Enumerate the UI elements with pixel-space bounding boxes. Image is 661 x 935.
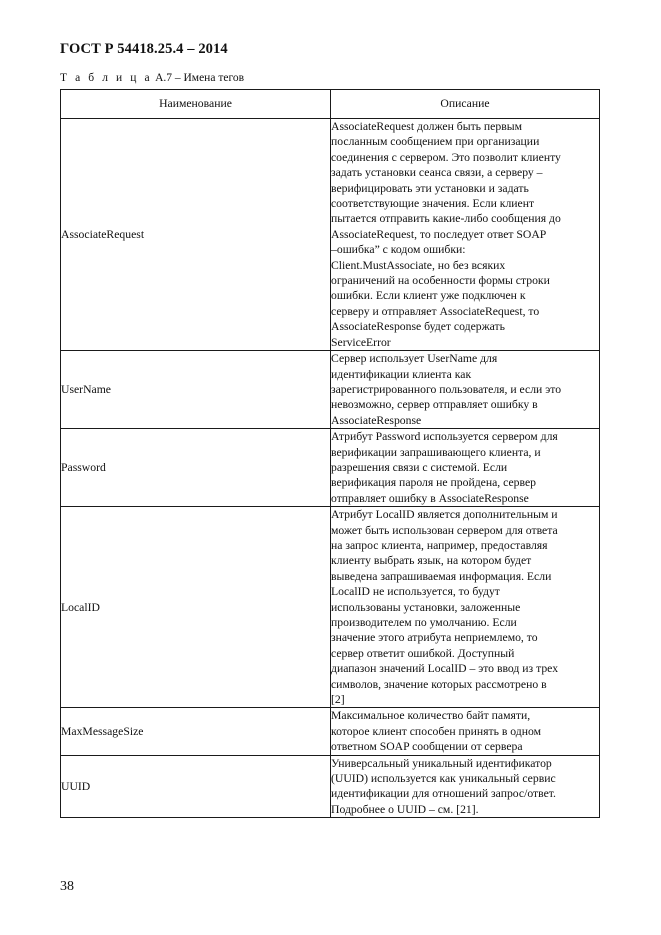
description-line: которое клиент способен принять в одном <box>331 724 542 738</box>
tag-description-cell <box>331 119 600 351</box>
document-title: ГОСТ Р 54418.25.4 – 2014 <box>60 41 228 57</box>
description-line: значение этого атрибута неприемлемо, то <box>331 631 538 645</box>
description-line: символов, значение которых рассмотрено в <box>331 677 547 691</box>
description-line: Сервер использует UserName для <box>331 352 498 366</box>
tag-description-cell <box>331 708 600 755</box>
tag-names-table <box>60 89 600 818</box>
description-line: производителем по умолчанию. Если <box>331 616 517 629</box>
table-header-row <box>61 90 600 119</box>
description-line: ответном SOAP сообщении от сервера <box>331 740 523 754</box>
tag-name-cell: Password <box>61 429 331 507</box>
description-line: ограничений на особенности формы строки <box>331 274 550 288</box>
description-line: AssociateResponse будет содержать <box>331 320 505 334</box>
description-line: AssociateResponse <box>331 413 422 427</box>
tag-description-cell <box>331 755 600 818</box>
description-line: ServiceError <box>331 335 391 349</box>
description-line: Универсальный уникальный идентификатор <box>331 756 552 770</box>
description-line: AssociateRequest должен быть первым <box>331 120 522 133</box>
table-caption-text: А.7 – Имена тегов <box>152 72 245 84</box>
tag-name-cell: UserName <box>61 351 331 429</box>
table-caption <box>60 72 244 84</box>
description-line: невозможно, сервер отправляет ошибку в <box>331 398 538 412</box>
description-line: посланным сообщением при организации <box>331 135 540 149</box>
description-line: верифицировать эти установки и задать <box>331 181 529 195</box>
description-line: AssociateRequest, то последует ответ SOAP <box>331 227 547 241</box>
description-line: на запрос клиента, например, предоставляя <box>331 538 548 552</box>
description-line: соответствующие значения. Если клиент <box>331 197 535 211</box>
description-line: серверу и отправляет AssociateRequest, то <box>331 304 540 318</box>
description-line: (UUID) используется как уникальный сервис <box>331 772 556 786</box>
description-line: выведена запрашиваемая информация. Если <box>331 569 552 583</box>
description-line: диапазон значений LocalID – это ввод из трех <box>331 662 559 676</box>
description-line: Подробнее о UUID – см. [21]. <box>331 802 479 816</box>
description-line: использованы установки, заложенные <box>331 600 521 614</box>
tag-name-cell: AssociateRequest <box>61 119 331 351</box>
table-row <box>61 708 600 755</box>
tag-name-cell: MaxMessageSize <box>61 708 331 755</box>
description-line: Атрибут LocalID является дополнительным и <box>331 508 558 522</box>
description-line: соединения с сервером. Это позволит клиенту <box>331 150 561 164</box>
description-line: LocalID не используется, то будут <box>331 585 500 599</box>
description-line: идентификации для отношений запрос/ответ. <box>331 787 556 801</box>
description-line: верификация пароля не пройдена, сервер <box>331 476 536 490</box>
description-line: разрешения связи с системой. Если <box>331 460 508 474</box>
description-line: верификации запрашивающего клиента, и <box>331 445 541 459</box>
table-row <box>61 507 600 708</box>
description-line: зарегистрированного пользователя, и если это <box>331 382 562 396</box>
description-line: Атрибут Password используется сервером для <box>331 430 558 444</box>
description-line: пытается отправить какие-либо сообщения до <box>331 212 561 226</box>
table-row <box>61 429 600 507</box>
table-row <box>61 755 600 818</box>
description-line: отправляет ошибку в AssociateResponse <box>331 491 529 505</box>
description-line: Максимальное количество байт памяти, <box>331 709 531 723</box>
description-line: Client.MustAssociate, но без всяких <box>331 258 506 272</box>
table-caption-label: Т а б л и ц а <box>60 72 153 84</box>
tag-name-cell: UUID <box>61 755 331 818</box>
header-description: Описание <box>331 90 600 119</box>
tag-description-cell <box>331 507 600 708</box>
description-line: [2] <box>331 693 345 707</box>
tag-name-cell: LocalID <box>61 507 331 708</box>
page-number: 38 <box>60 879 74 894</box>
description-line: клиенту выбрать язык, на котором будет <box>331 554 532 568</box>
description-line: идентификации клиента как <box>331 367 472 381</box>
description-line: ошибки. Если клиент уже подключен к <box>331 289 526 303</box>
description-line: –ошибка” с кодом ошибки: <box>331 243 466 257</box>
description-line: задать установки сеанса связи, а серверу – <box>331 166 543 180</box>
description-line: сервер ответит ошибкой. Доступный <box>331 646 515 660</box>
tag-description-cell <box>331 351 600 429</box>
header-name: Наименование <box>61 90 331 119</box>
table-row <box>61 119 600 351</box>
table-body <box>61 119 600 818</box>
table-row <box>61 351 600 429</box>
description-line: может быть использован сервером для ответа <box>331 523 558 537</box>
tag-description-cell <box>331 429 600 507</box>
